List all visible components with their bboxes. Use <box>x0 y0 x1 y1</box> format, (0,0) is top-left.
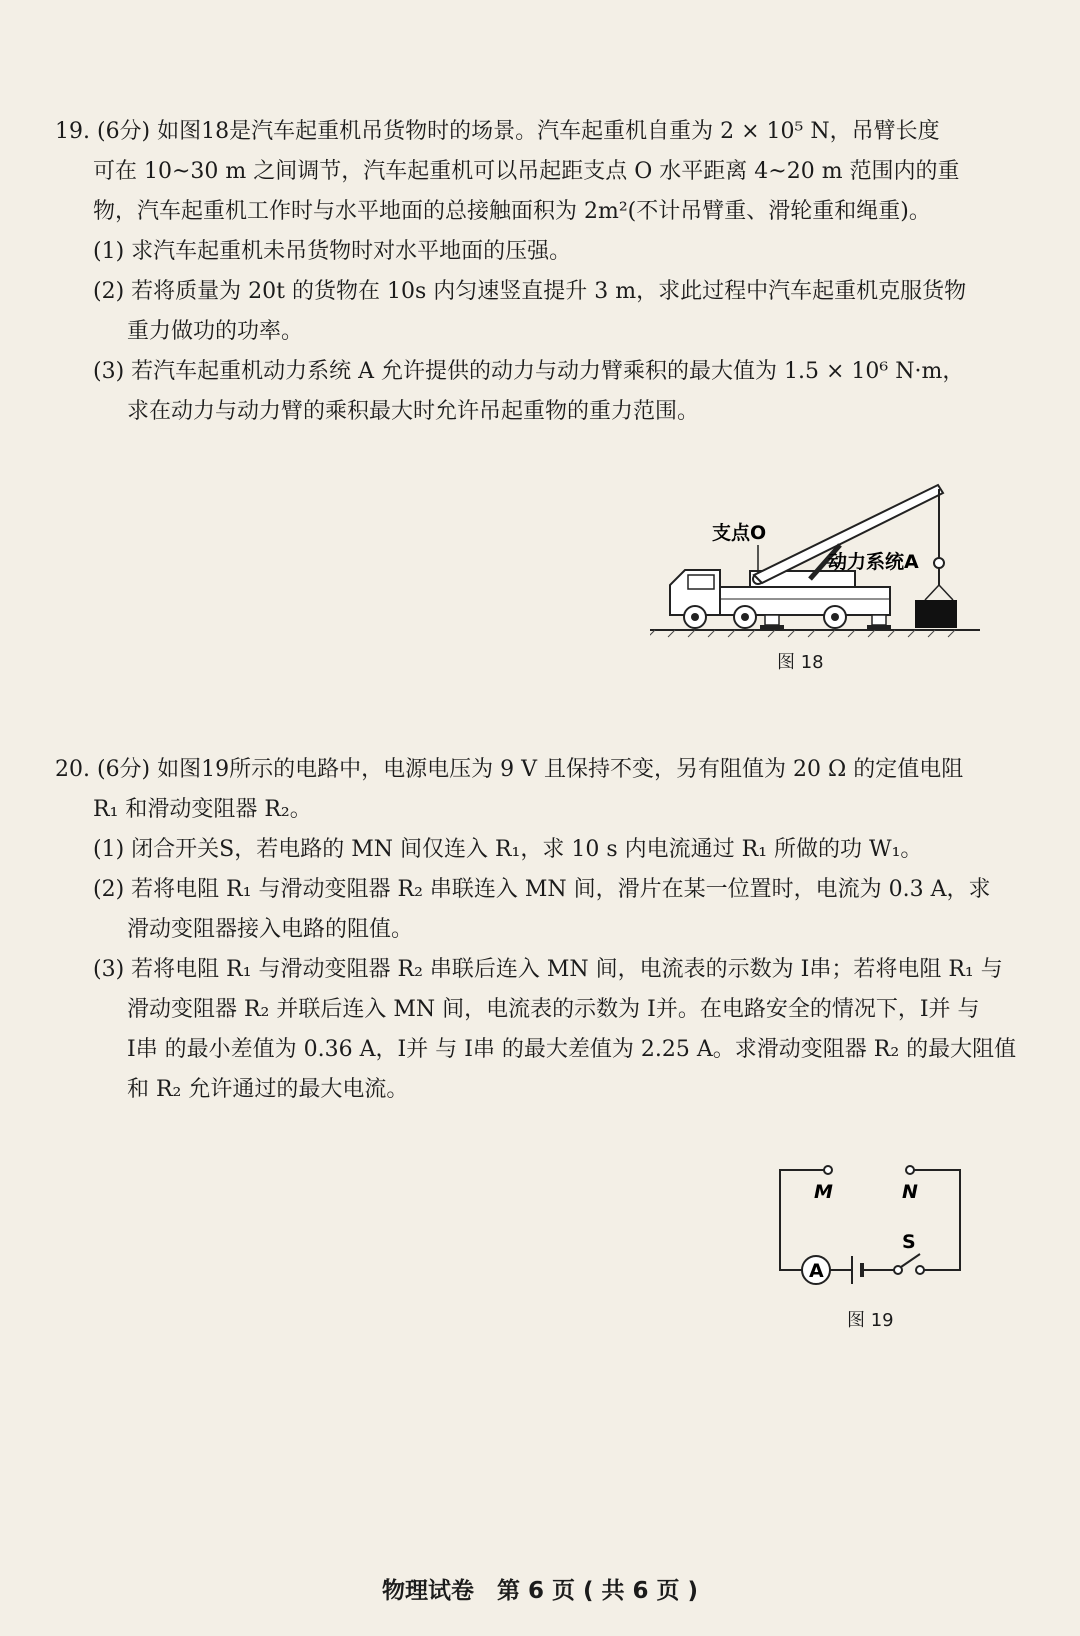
q19-part2-a: (2) 若将质量为 20t 的货物在 10s 内匀速竖直提升 3 m，求此过程中汽车起重机克服货物 <box>93 279 967 304</box>
q20-part1: (1) 闭合开关S，若电路的 MN 间仅连入 R₁，求 10 s 内电流通过 R₁ 所做的功 W₁。 <box>93 837 923 862</box>
ammeter-label: A <box>809 1260 824 1282</box>
page-footer: 物理试卷 第 6 页 ( 共 6 页 ) <box>381 1578 699 1604</box>
circuit-figure <box>770 1150 990 1330</box>
q20-part3-a: (3) 若将电阻 R₁ 与滑动变阻器 R₂ 串联后连入 MN 间，电流表的示数为 I串；若将电阻 R₁ 与 <box>93 957 1003 982</box>
q19-line2: 可在 10~30 m 之间调节，汽车起重机可以吊起距支点 O 水平距离 4~20 m 范围内的重 <box>93 159 960 184</box>
q19-part2-b: 重力做功的功率。 <box>127 319 304 344</box>
q19-part1: (1) 求汽车起重机未吊货物时对水平地面的压强。 <box>93 239 572 264</box>
q19-part3-b: 求在动力与动力臂的乘积最大时允许吊起重物的重力范围。 <box>127 399 700 424</box>
q20-line2: R₁ 和滑动变阻器 R₂。 <box>93 797 312 822</box>
q20-part3-d: 和 R₂ 允许通过的最大电流。 <box>127 1077 409 1102</box>
q20-part3-c: I串 的最小差值为 0.36 A，I并 与 I串 的最大差值为 2.25 A。求滑动变阻器 R₂ 的最大阻值 <box>127 1037 1017 1062</box>
q19-line1: 19. (6分) 如图18是汽车起重机吊货物时的场景。汽车起重机自重为 2 × 10⁵ N，吊臂长度 <box>55 119 940 144</box>
terminal-m-label: M <box>814 1181 833 1203</box>
figure18-caption: 图 18 <box>777 652 824 673</box>
power-system-a-label: 动力系统A <box>828 551 919 573</box>
q20-line1: 20. (6分) 如图19所示的电路中，电源电压为 9 V 且保持不变，另有阻值为 20 Ω 的定值电阻 <box>55 757 964 782</box>
q20-part3-b: 滑动变阻器 R₂ 并联后连入 MN 间，电流表的示数为 I并。在电路安全的情况下，I并 与 <box>127 997 980 1022</box>
q20-part2-a: (2) 若将电阻 R₁ 与滑动变阻器 R₂ 串联连入 MN 间，滑片在某一位置时，电流为 0.3 A，求 <box>93 877 991 902</box>
q20-part2-b: 滑动变阻器接入电路的阻值。 <box>127 917 414 942</box>
q19-part3-a: (3) 若汽车起重机动力系统 A 允许提供的动力与动力臂乘积的最大值为 1.5 × 10⁶ N·m， <box>93 359 965 384</box>
crane-truck-figure <box>650 475 1010 675</box>
terminal-n-label: N <box>902 1181 918 1203</box>
switch-s-label: S <box>902 1231 916 1253</box>
pivot-o-label: 支点O <box>712 522 767 544</box>
figure19-caption: 图 19 <box>847 1310 894 1331</box>
q19-line3: 物，汽车起重机工作时与水平地面的总接触面积为 2m²(不计吊臂重、滑轮重和绳重)。 <box>93 199 931 224</box>
